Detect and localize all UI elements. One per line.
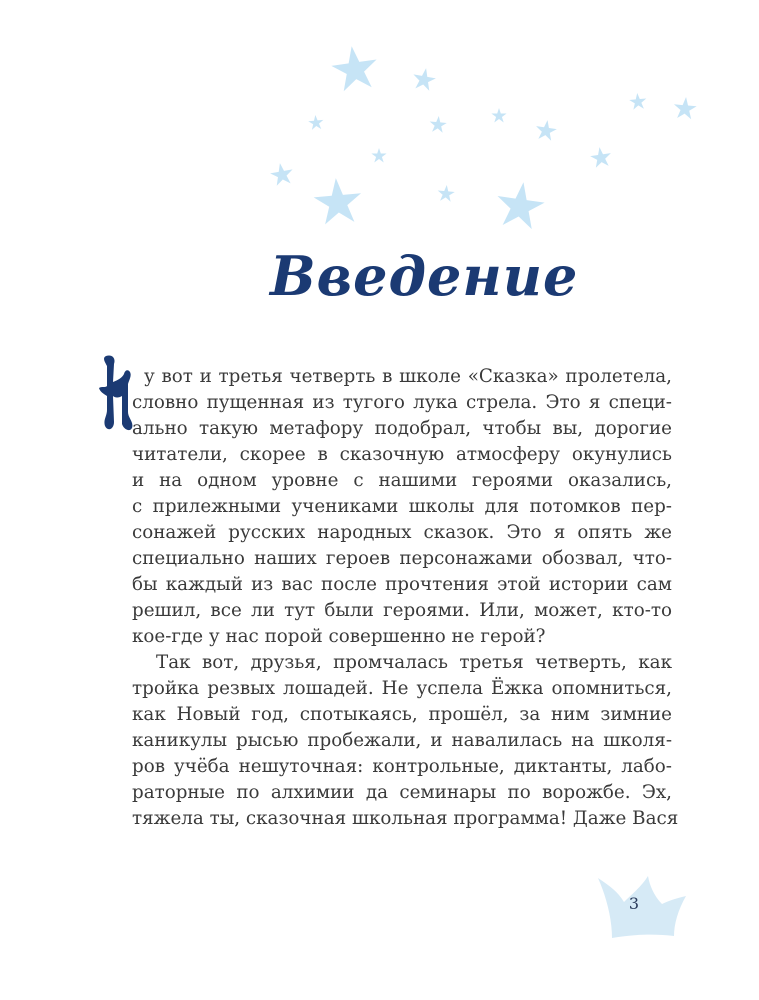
text-line: с прилежными учениками школы для потомков пер- (132, 496, 672, 517)
text-line: раторные по алхимии да семинары по ворожбе. Эх, (132, 782, 672, 803)
chapter-title (270, 236, 579, 316)
text-line: как Новый год, спотыкаясь, прошёл, за ним зимние (132, 704, 672, 725)
text-line: словно пущенная из тугого лука стрела. Это я специ- (132, 392, 672, 413)
star-icon (269, 43, 698, 230)
text-line: бы каждый из вас после прочтения этой истории сам (132, 574, 672, 595)
text-line: каникулы рысью пробежали, и навалилась на школя- (132, 730, 672, 751)
text-line: специально наших героев персонажами обозвал, что- (132, 548, 672, 569)
stars-decoration (0, 0, 759, 260)
text-line: Так вот, друзья, промчалась третья четверть, как (156, 652, 672, 673)
text-line: у вот и третья четверть в школе «Сказка» пролетела, (144, 366, 672, 387)
text-line: тройка резвых лошадей. Не успела Ёжка опомниться, (132, 678, 672, 699)
text-line: тяжела ты, сказочная школьная программа! Даже Вася (132, 808, 679, 829)
text-line: решил, все ли тут были героями. Или, может, кто-то (132, 600, 672, 621)
text-line: кое-где у нас порой совершенно не герой? (132, 626, 546, 647)
text-line: и на одном уровне с нашими героями оказались, (132, 470, 672, 491)
text-line: ров учёба нешуточная: контрольные, диктанты, лабо- (132, 756, 672, 777)
text-line: сонажей русских народных сказок. Это я опять же (132, 522, 672, 543)
page-number: 3 (628, 894, 640, 913)
text-line: ально такую метафору подобрал, чтобы вы, дорогие (132, 418, 672, 439)
body-text (132, 364, 679, 832)
text-line: читатели, скорее в сказочную атмосферу окунулись (132, 444, 672, 465)
chapter-title-text: Введение (270, 244, 579, 308)
